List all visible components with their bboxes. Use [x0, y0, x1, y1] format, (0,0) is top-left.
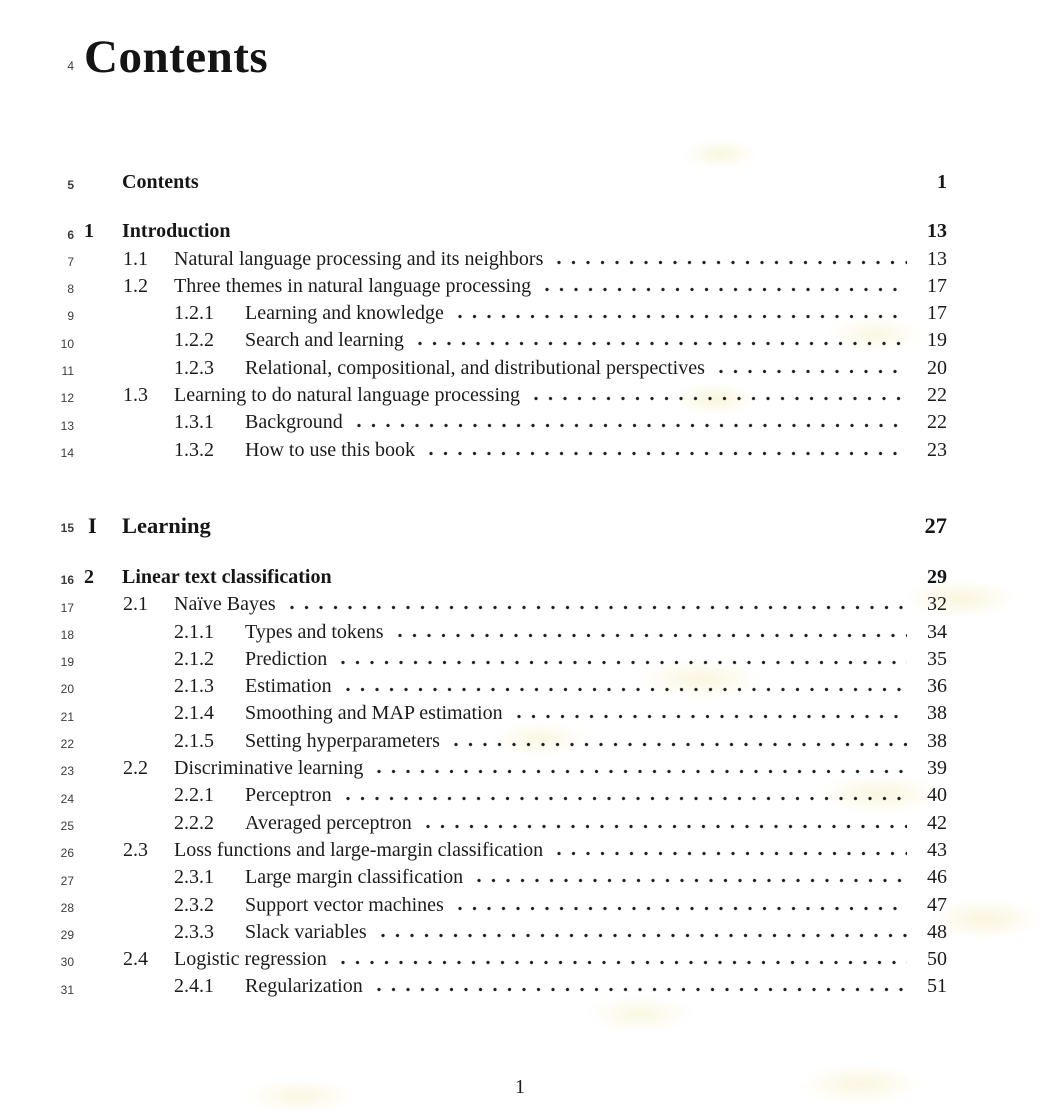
toc-entry-page: 1 — [937, 171, 947, 193]
dot-leader — [510, 701, 907, 719]
margin-line-number: 25 — [60, 818, 74, 833]
dot-leader — [391, 620, 907, 638]
toc-entry — [67, 300, 947, 327]
toc-entry-page: 27 — [924, 512, 947, 538]
dot-leader — [447, 729, 907, 747]
toc-entry-page: 43 — [927, 838, 947, 861]
toc-entry-page: 35 — [927, 647, 947, 670]
toc-entry — [60, 810, 947, 837]
toc-entry — [60, 946, 947, 973]
toc-entry-title: Slack variables — [245, 920, 367, 943]
toc-entry-number: 1.2.2 — [174, 329, 214, 352]
toc-entry — [60, 728, 947, 755]
toc-entry-title: Search and learning — [245, 329, 404, 352]
dot-leader — [283, 592, 907, 610]
toc-entry — [60, 837, 947, 864]
margin-line-number: 16 — [60, 573, 74, 588]
margin-line-number: 13 — [60, 418, 74, 433]
toc-entry-number: 1.3.2 — [174, 438, 214, 461]
toc-entry-number: 2.1.4 — [174, 702, 214, 725]
toc-entry-page: 17 — [927, 274, 947, 297]
toc-entry-page: 48 — [927, 920, 947, 943]
toc-entry-number: 2 — [84, 565, 94, 588]
dot-leader — [350, 410, 907, 428]
toc-entry-title: Support vector machines — [245, 893, 444, 916]
toc-entry — [60, 892, 947, 919]
margin-line-number: 9 — [67, 309, 74, 324]
dot-leader — [206, 170, 907, 188]
margin-line-number: 20 — [60, 682, 74, 697]
margin-line-number: 27 — [60, 873, 74, 888]
dot-leader — [550, 838, 907, 856]
dot-leader — [419, 811, 907, 829]
toc-entry-page: 34 — [927, 620, 947, 643]
toc-entry — [60, 755, 947, 782]
toc-entry — [60, 919, 947, 946]
toc-entry-page: 23 — [927, 438, 947, 461]
dot-leader — [339, 783, 907, 801]
toc-entry-number: 2.4 — [123, 948, 148, 971]
margin-line-number: 28 — [60, 900, 74, 915]
margin-line-number: 30 — [60, 955, 74, 970]
toc-entry-page: 13 — [927, 220, 947, 243]
dot-leader — [422, 438, 907, 456]
toc-entry-page: 36 — [927, 675, 947, 698]
margin-line-number: 22 — [60, 737, 74, 752]
page-title: Contents — [84, 31, 269, 83]
toc-entry — [67, 169, 947, 196]
toc-entry-number: 2.3.3 — [174, 920, 214, 943]
toc-entry-number: 2.3.1 — [174, 866, 214, 889]
toc-entry-title: Perceptron — [245, 784, 332, 807]
toc-entry-page: 19 — [927, 329, 947, 352]
toc-entry-title: Setting hyperparameters — [245, 729, 440, 752]
dot-leader — [411, 328, 907, 346]
margin-line-number: 26 — [60, 846, 74, 861]
margin-line-number: 5 — [67, 178, 74, 193]
toc-entry-page: 46 — [927, 866, 947, 889]
toc-entry-number: 2.1.5 — [174, 729, 214, 752]
toc-entry-title: Types and tokens — [245, 620, 384, 643]
toc-entry-page: 32 — [927, 593, 947, 616]
toc-entry-title: Large margin classification — [245, 866, 464, 889]
dot-leader — [451, 301, 907, 319]
toc-entry-number: 2.3.2 — [174, 893, 214, 916]
margin-line-number: 19 — [60, 655, 74, 670]
dot-leader — [527, 383, 907, 401]
toc-entry-number: 2.2.1 — [174, 784, 214, 807]
toc-entry — [60, 782, 947, 809]
toc-entry-number: 2.1.1 — [174, 620, 214, 643]
margin-line-number: 17 — [60, 600, 74, 615]
toc-entry-page: 47 — [927, 893, 947, 916]
dot-leader — [470, 865, 907, 883]
toc-entry — [60, 564, 947, 591]
toc-entry-page: 22 — [927, 411, 947, 434]
toc-entry — [60, 510, 947, 542]
toc-entry-title: Relational, compositional, and distributional perspectives — [245, 356, 705, 379]
toc-entry — [60, 409, 947, 436]
margin-line-number: 4 — [67, 59, 74, 73]
toc-entry-number: 2.1.3 — [174, 675, 214, 698]
margin-line-number: 31 — [60, 982, 74, 997]
toc-entry-number: 2.2.2 — [174, 811, 214, 834]
toc-entry — [60, 437, 947, 464]
dot-leader — [238, 219, 907, 237]
toc-entry-title: Prediction — [245, 647, 328, 670]
toc-entry-page: 38 — [927, 729, 947, 752]
toc-entry-title: Regularization — [245, 975, 363, 998]
toc-entry-number: 2.1.2 — [174, 647, 214, 670]
toc-entry-title: How to use this book — [245, 438, 415, 461]
toc-entry — [60, 864, 947, 891]
toc-entry — [67, 273, 947, 300]
toc-entry-title: Smoothing and MAP estimation — [245, 702, 503, 725]
toc-entry — [60, 382, 947, 409]
page-heading — [67, 31, 947, 83]
toc-entry-page: 42 — [927, 811, 947, 834]
toc-entry-number: 1.2.1 — [174, 302, 214, 325]
toc-entry-number: 1 — [84, 220, 94, 243]
toc-entry-number: 1.3.1 — [174, 411, 214, 434]
dot-leader — [339, 674, 907, 692]
toc-entry-page: 38 — [927, 702, 947, 725]
toc-entry-title: Learning to do natural language processing — [174, 384, 520, 407]
toc-entry-page: 50 — [927, 948, 947, 971]
footer-page-number: 1 — [515, 1076, 525, 1098]
toc-entry-page: 13 — [927, 247, 947, 270]
margin-line-number: 29 — [60, 928, 74, 943]
margin-line-number: 11 — [61, 364, 74, 379]
toc-entry-title: Contents — [122, 171, 199, 193]
toc-entry-number: 1.2 — [123, 274, 148, 297]
toc-entry-title: Introduction — [122, 220, 231, 243]
toc-entry-title: Naïve Bayes — [174, 593, 276, 616]
toc-entry-page: 17 — [927, 302, 947, 325]
toc-entry-number: 2.4.1 — [174, 975, 214, 998]
table-of-contents — [60, 169, 947, 1001]
toc-entry-title: Discriminative learning — [174, 757, 364, 780]
toc-entry — [60, 646, 947, 673]
margin-line-number: 15 — [60, 520, 74, 535]
toc-entry-title: Linear text classification — [122, 565, 332, 588]
dot-leader — [334, 647, 907, 665]
toc-entry-number: I — [88, 512, 97, 538]
dot-leader — [374, 920, 907, 938]
toc-entry-title: Estimation — [245, 675, 332, 698]
dot-leader — [712, 356, 907, 374]
margin-line-number: 12 — [60, 391, 74, 406]
toc-entry-title: Three themes in natural language processing — [174, 274, 532, 297]
toc-entry-title: Logistic regression — [174, 948, 327, 971]
toc-entry-page: 22 — [927, 384, 947, 407]
dot-leader — [538, 274, 907, 292]
toc-entry-number: 2.1 — [123, 593, 148, 616]
toc-entry-page: 29 — [927, 565, 947, 588]
toc-entry-number: 1.2.3 — [174, 356, 214, 379]
margin-line-number: 21 — [60, 709, 74, 724]
toc-entry-number: 2.3 — [123, 838, 148, 861]
toc-entry — [60, 327, 947, 354]
margin-line-number: 24 — [60, 791, 74, 806]
document-page — [60, 31, 947, 1001]
dot-leader — [550, 247, 907, 265]
toc-entry — [61, 355, 947, 382]
dot-leader — [370, 974, 907, 992]
toc-entry-number: 1.3 — [123, 384, 148, 407]
dot-leader — [334, 947, 907, 965]
toc-entry-page: 39 — [927, 757, 947, 780]
toc-entry — [67, 246, 947, 273]
dot-leader — [218, 515, 907, 533]
dot-leader — [451, 893, 907, 911]
margin-line-number: 14 — [60, 445, 74, 460]
toc-entry — [60, 673, 947, 700]
margin-line-number: 7 — [67, 254, 74, 269]
toc-entry — [60, 619, 947, 646]
margin-line-number: 18 — [60, 627, 74, 642]
margin-line-number: 23 — [60, 764, 74, 779]
toc-entry — [60, 700, 947, 727]
toc-entry-title: Background — [245, 411, 343, 434]
toc-entry-page: 51 — [927, 975, 947, 998]
toc-entry-title: Averaged perceptron — [245, 811, 412, 834]
toc-entry-title: Learning — [122, 512, 211, 538]
toc-entry-title: Loss functions and large-margin classification — [174, 838, 544, 861]
toc-entry — [67, 218, 947, 245]
margin-line-number: 6 — [67, 227, 74, 242]
toc-entry — [60, 591, 947, 618]
toc-entry-number: 1.1 — [123, 247, 148, 270]
margin-line-number: 8 — [67, 282, 74, 297]
toc-entry-title: Learning and knowledge — [245, 302, 444, 325]
toc-entry-page: 20 — [927, 356, 947, 379]
toc-entry-page: 40 — [927, 784, 947, 807]
toc-entry-number: 2.2 — [123, 757, 148, 780]
toc-entry-title: Natural language processing and its neighbors — [174, 247, 544, 270]
toc-entry — [60, 973, 947, 1000]
dot-leader — [339, 565, 907, 583]
dot-leader — [370, 756, 907, 774]
margin-line-number: 10 — [60, 336, 74, 351]
